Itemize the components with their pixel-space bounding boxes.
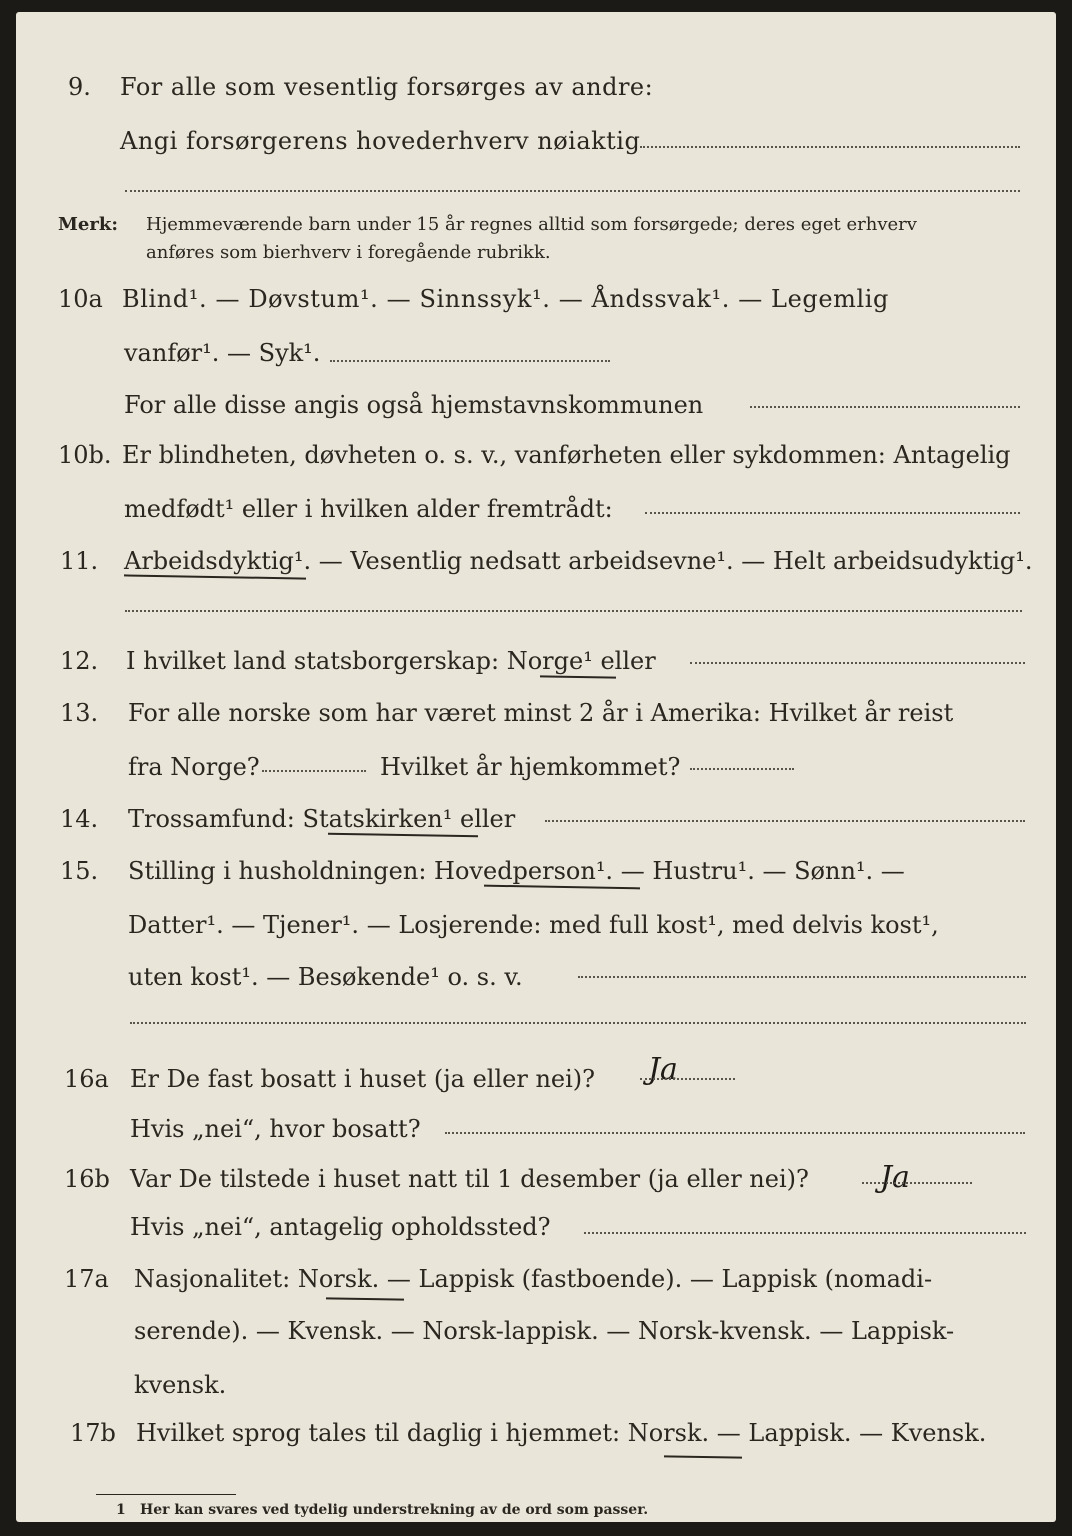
q16a-residence-line[interactable] <box>445 1132 1025 1134</box>
q17b-number: 17b <box>70 1419 116 1447</box>
q16b-handwritten-answer: Ja <box>880 1160 910 1195</box>
q13-line2a: fra Norge? <box>128 753 260 781</box>
q14-line1: Trossamfund: Statskirken¹ eller <box>128 805 516 833</box>
q13-line2b: Hvilket år hjemkommet? <box>380 753 681 781</box>
q12-answer-line[interactable] <box>690 662 1025 664</box>
q13-number: 13. <box>60 699 99 727</box>
q9-line1: For alle som vesentlig forsørges av andre: <box>120 73 654 101</box>
q10b-answer-line[interactable] <box>645 512 1020 514</box>
q13-year-left-line[interactable] <box>262 770 366 772</box>
q16b-answer-line[interactable] <box>862 1182 972 1184</box>
q16b-line1: Var De tilstede i huset natt til 1 desember (ja eller nei)? <box>130 1165 809 1193</box>
q16b-number: 16b <box>64 1165 110 1193</box>
q16a-number: 16a <box>64 1065 109 1093</box>
q11-answer-line[interactable] <box>125 610 1022 612</box>
q14-number: 14. <box>60 805 99 833</box>
q11-line1: Arbeidsdyktig¹. — Vesentlig nedsatt arbeidsevne¹. — Helt arbeidsudyktig¹. <box>124 547 1033 575</box>
q13-line1: For alle norske som har været minst 2 år i Amerika: Hvilket år reist <box>128 699 954 727</box>
q10a-line3: For alle disse angis også hjemstavnskommunen <box>124 391 704 419</box>
q16a-answer-line[interactable] <box>640 1078 735 1080</box>
q16b-whereabouts-line[interactable] <box>584 1232 1026 1234</box>
footnote-rule <box>96 1494 236 1495</box>
q17a-line1: Nasjonalitet: Norsk. — Lappisk (fastboende). — Lappisk (nomadi- <box>134 1265 933 1293</box>
q15-line2: Datter¹. — Tjener¹. — Losjerende: med full kost¹, med delvis kost¹, <box>128 911 939 939</box>
q12-line1: I hvilket land statsborgerskap: Norge¹ eller <box>126 647 656 675</box>
q15-answer-line[interactable] <box>578 976 1026 978</box>
q12-number: 12. <box>60 647 99 675</box>
q10a-number: 10a <box>58 285 103 313</box>
q10a-answer-line-2[interactable] <box>750 406 1020 408</box>
q17a-number: 17a <box>64 1265 109 1293</box>
q11-number: 11. <box>60 547 99 575</box>
q10b-number: 10b. <box>58 441 112 469</box>
merk-line2: anføres som bierhverv i foregående rubrikk. <box>146 242 551 263</box>
q15-answer-line-2[interactable] <box>130 1022 1026 1024</box>
q13-year-returned-line[interactable] <box>690 768 794 770</box>
q9-number: 9. <box>68 73 91 101</box>
q10a-line2: vanfør¹. — Syk¹. <box>124 339 321 367</box>
q10a-line1: Blind¹. — Døvstum¹. — Sinnssyk¹. — Åndssvak¹. — Legemlig <box>122 285 890 313</box>
q16b-line2: Hvis „nei“, antagelig opholdssted? <box>130 1213 551 1241</box>
q10b-line2: medfødt¹ eller i hvilken alder fremtrådt: <box>124 495 613 523</box>
q14-answer-line[interactable] <box>545 820 1025 822</box>
q15-line1: Stilling i husholdningen: Hovedperson¹. — Hustru¹. — Sønn¹. — <box>128 857 905 885</box>
q10b-line1: Er blindheten, døvheten o. s. v., vanførheten eller sykdommen: Antagelig <box>122 441 1011 469</box>
footnote-text: Her kan svares ved tydelig understrekning av de ord som passer. <box>140 1502 649 1518</box>
q15-line3: uten kost¹. — Besøkende¹ o. s. v. <box>128 963 523 991</box>
footnote-marker: 1 <box>116 1502 126 1518</box>
q16a-line1: Er De fast bosatt i huset (ja eller nei)? <box>130 1065 596 1093</box>
q17b-line1: Hvilket sprog tales til daglig i hjemmet: Norsk. — Lappisk. — Kvensk. <box>136 1419 987 1447</box>
q9-line2: Angi forsørgerens hovederhverv nøiaktig <box>120 127 641 155</box>
q16a-handwritten-answer: Ja <box>648 1052 678 1087</box>
q16a-line2: Hvis „nei“, hvor bosatt? <box>130 1115 421 1143</box>
q17a-line3: kvensk. <box>134 1371 227 1399</box>
merk-label: Merk: <box>58 214 118 235</box>
q9-answer-line-2[interactable] <box>125 190 1020 192</box>
q9-answer-line[interactable] <box>640 146 1020 148</box>
merk-line1: Hjemmeværende barn under 15 år regnes alltid som forsørgede; deres eget erhverv <box>146 214 917 235</box>
q15-number: 15. <box>60 857 99 885</box>
q10a-answer-line[interactable] <box>330 360 610 362</box>
q17a-line2: serende). — Kvensk. — Norsk-lappisk. — Norsk-kvensk. — Lappisk- <box>134 1317 955 1345</box>
